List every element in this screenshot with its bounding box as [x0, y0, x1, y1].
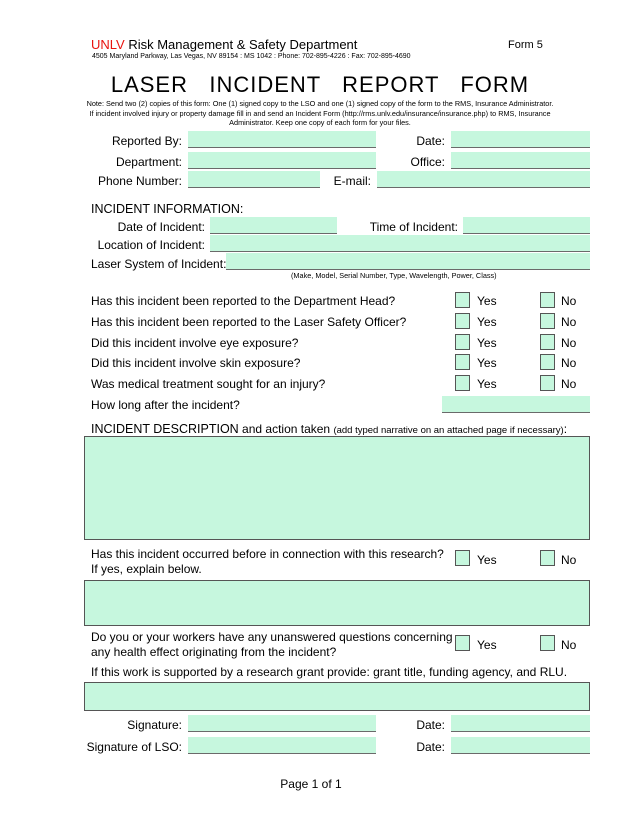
lso-signature-field[interactable]	[188, 737, 376, 754]
date-field[interactable]	[451, 131, 590, 148]
how-long-field[interactable]	[442, 396, 590, 413]
reported-by-field[interactable]	[188, 131, 376, 148]
department-label: Department:	[115, 155, 182, 169]
yes-label: Yes	[477, 315, 497, 329]
date-label: Date:	[416, 134, 445, 148]
laser-system-field[interactable]	[226, 253, 590, 270]
question-eye-exposure: Did this incident involve eye exposure?	[91, 336, 299, 350]
yes-checkbox[interactable]	[455, 334, 470, 350]
note	[40, 99, 600, 128]
lso-date-label: Date:	[416, 740, 445, 754]
no-label: No	[561, 315, 577, 329]
description-colon: :	[563, 422, 568, 436]
signature-date-label: Date:	[416, 718, 445, 732]
yes-label: Yes	[477, 356, 497, 370]
date-of-incident-field[interactable]	[210, 217, 337, 234]
reported-by-label: Reported By:	[111, 134, 182, 148]
note-line-1: Note: Send two (2) copies of this form: One (1) signed copy to the LSO and one (1) signed copy of the form to the RMS, Insurance Administrator.	[86, 99, 554, 108]
yes-checkbox[interactable]	[455, 550, 470, 566]
office-label: Office:	[410, 155, 445, 169]
prior-line-1: Has this incident occurred before in connection with this research?	[91, 547, 444, 561]
grant-field[interactable]	[84, 682, 590, 711]
yes-label: Yes	[477, 638, 497, 652]
address-line: 4505 Maryland Parkway, Las Vegas, NV 89154 : MS 1042 : Phone: 702-895-4226 : Fax: 702-895-4690	[92, 53, 411, 60]
grant-label: If this work is supported by a research grant provide: grant title, funding agency, and RLU.	[91, 665, 568, 679]
question-lso: Has this incident been reported to the Laser Safety Officer?	[91, 315, 407, 329]
no-checkbox[interactable]	[540, 354, 555, 370]
page-number: Page 1 of 1	[280, 777, 342, 791]
yes-checkbox[interactable]	[455, 292, 470, 308]
no-checkbox[interactable]	[540, 292, 555, 308]
yes-label: Yes	[477, 377, 497, 391]
how-long-label: How long after the incident?	[91, 398, 240, 412]
email-label: E-mail:	[333, 174, 371, 188]
yes-checkbox[interactable]	[455, 635, 470, 651]
description-hint: (add typed narrative on an attached page if necessary)	[333, 425, 564, 436]
no-label: No	[561, 336, 577, 350]
yes-label: Yes	[477, 336, 497, 350]
no-label: No	[561, 294, 577, 308]
health-line-2: any health effect originating from the incident?	[91, 644, 337, 659]
yes-label: Yes	[477, 553, 497, 567]
note-line-2: If incident involved injury or property damage fill in and send an Incident Form (http://rms.unlv.edu/insurance/insurance.php) to RMS, Insurance	[89, 108, 551, 118]
yes-checkbox[interactable]	[455, 313, 470, 329]
signature-date-field[interactable]	[451, 715, 590, 732]
dept-name: Risk Management & Safety Department	[128, 37, 358, 52]
prior-occurrence-question	[91, 547, 444, 576]
location-label: Location of Incident:	[97, 238, 205, 252]
health-question	[91, 630, 453, 659]
question-dept-head: Has this incident been reported to the Department Head?	[91, 294, 396, 308]
description-heading	[91, 422, 567, 436]
question-medical-treatment: Was medical treatment sought for an injury?	[91, 377, 326, 391]
phone-field[interactable]	[188, 171, 320, 188]
note-line-3: Administrator. Keep one copy of each form for your files.	[229, 118, 411, 127]
phone-label: Phone Number:	[97, 174, 182, 188]
department-field[interactable]	[188, 152, 376, 169]
prior-line-2: If yes, explain below.	[91, 561, 202, 576]
no-checkbox[interactable]	[540, 375, 555, 391]
signature-field[interactable]	[188, 715, 376, 732]
no-label: No	[561, 553, 577, 567]
prior-explanation-textarea[interactable]	[84, 580, 590, 626]
letterhead	[91, 37, 357, 52]
signature-label: Signature:	[127, 718, 182, 732]
no-checkbox[interactable]	[540, 635, 555, 651]
office-field[interactable]	[451, 152, 590, 169]
page-title: LASER INCIDENT REPORT FORM	[110, 72, 530, 97]
location-field[interactable]	[210, 235, 590, 252]
no-checkbox[interactable]	[540, 334, 555, 350]
yes-checkbox[interactable]	[455, 375, 470, 391]
email-field[interactable]	[377, 171, 590, 188]
laser-system-label: Laser System of Incident:	[91, 257, 227, 271]
no-label: No	[561, 638, 577, 652]
no-checkbox[interactable]	[540, 550, 555, 566]
lso-signature-label: Signature of LSO:	[86, 740, 182, 754]
time-of-incident-field[interactable]	[463, 217, 590, 234]
lso-date-field[interactable]	[451, 737, 590, 754]
time-of-incident-label: Time of Incident:	[369, 220, 458, 234]
description-subtitle: and action taken	[238, 422, 334, 436]
description-title: INCIDENT DESCRIPTION	[91, 422, 239, 436]
no-label: No	[561, 356, 577, 370]
date-of-incident-label: Date of Incident:	[117, 220, 205, 234]
yes-checkbox[interactable]	[455, 354, 470, 370]
org-abbr: UNLV	[91, 37, 125, 52]
laser-system-hint: (Make, Model, Serial Number, Type, Wavelength, Power, Class)	[291, 271, 497, 280]
health-line-1: Do you or your workers have any unanswered questions concerning	[91, 630, 453, 644]
incident-info-heading: INCIDENT INFORMATION:	[91, 202, 244, 216]
description-textarea[interactable]	[84, 436, 590, 540]
yes-label: Yes	[477, 294, 497, 308]
form-number: Form 5	[508, 39, 543, 51]
question-skin-exposure: Did this incident involve skin exposure?	[91, 356, 301, 370]
no-label: No	[561, 377, 577, 391]
no-checkbox[interactable]	[540, 313, 555, 329]
